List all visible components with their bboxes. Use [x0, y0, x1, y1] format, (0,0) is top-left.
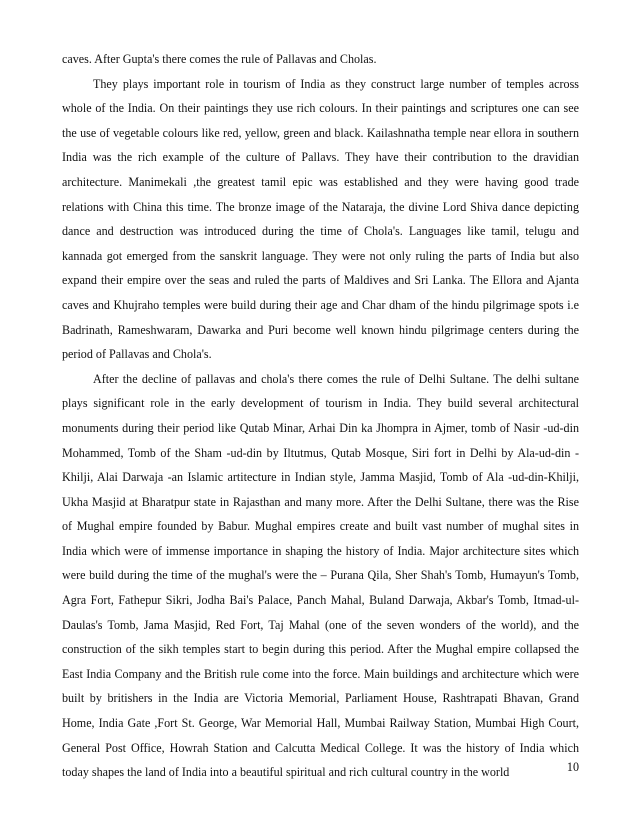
- document-body: [62, 47, 579, 785]
- paragraph-pallavas-cholas: They plays important role in tourism of India as they construct large number of temples across whole of the India. On their paintings they use rich colours. In their paintings and scriptures one can see the use of vegetable colours like red, yellow, green and black. Kailashnatha temple near ellora in southern India was the rich example of the culture of Pallavs. They have their contribution to the dravidian architecture. Manimekali ,the greatest tamil epic was established and they were having good trade relations with China this time. The bronze image of the Nataraja, the divine Lord Shiva dance depicting dance and destruction was introduced during the time of Chola's. Languages like tamil, telugu and kannada got emerged from the sanskrit language. They were not only ruling the parts of India but also expand their empire over the seas and ruled the parts of Maldives and Sri Lanka. The Ellora and Ajanta caves and Khujraho temples were build during their age and Char dham of the hindu pilgrimage spots i.e Badrinath, Rameshwaram, Dawarka and Puri become well known hindu pilgrimage centers during the period of Pallavas and Chola's.: [62, 76, 579, 362]
- paragraph-intro: caves. After Gupta's there comes the rule of Pallavas and Cholas.: [62, 52, 377, 66]
- page-number: 10: [566, 760, 579, 774]
- paragraph-delhi-sultane-mughal: After the decline of pallavas and chola's there comes the rule of Delhi Sultane. The delhi sultane plays significant role in the early development of tourism in India. They build several architectural monuments during their period like Qutab Minar, Arhai Din ka Jhompra in Ajmer, tomb of Nasir -ud-din Mohammed, Tomb of the Sham -ud-din by Iltutmus, Qutab Mosque, Siri fort in Delhi by Ala-ud-din -Khilji, Alai Darwaja -an Islamic artitecture in Indian style, Jamma Masjid, Tomb of Ala -ud-din-Khilji, Ukha Masjid at Bharatpur state in Rajasthan and many more. After the Delhi Sultane, there was the Rise of Mughal empire founded by Babur. Mughal empires create and built vast number of mughal sites in India which were of immense importance in shaping the history of India. Major architecture sites which were build during the time of the mughal's were the – Purana Qila, Sher Shah's Tomb, Humayun's Tomb, Agra Fort, Fathepur Sikri, Jodha Bai's Palace, Panch Mahal, Buland Darwaja, Akbar's Tomb, Itmad-ul-Daulas's Tomb, Jama Masjid, Red Fort, Taj Mahal (one of the seven wonders of the world), and the construction of the sikh temples start to begin during this period. After the Mughal empire collapsed the East India Company and the British rule come into the force. Main buildings and architecture which were built by britishers in the India are Victoria Memorial, Parliament House, Rashtrapati Bhavan, Grand Home, India Gate ,Fort St. George, War Memorial Hall, Mumbai Railway Station, Mumbai High Court, General Post Office, Howrah Station and Calcutta Medical College. It was the history of India which today shapes the land of India into a beautiful spiritual and rich cultural country in the world: [62, 371, 579, 780]
